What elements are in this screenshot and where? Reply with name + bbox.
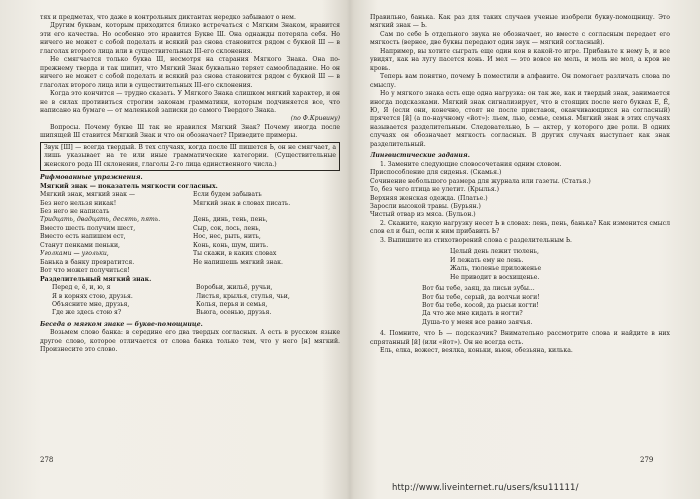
task: 1. Замените следующие словосочетания одним словом.: [380, 160, 562, 168]
verse-line: Да что же мне кидать в ногти?: [422, 310, 523, 318]
questions: Вопросы. Почему букве Ш так не нравился Мягкий Знак? Почему иногда после шипящей Ш ставится Мягкий Знак и что он обозначает? Приведите примеры.: [40, 123, 340, 140]
verse-line: Конь, конь, шум, шить.: [193, 241, 269, 249]
rhyme-left-column: [40, 191, 187, 276]
verse-line: Уголками — угольки,: [40, 250, 109, 258]
paragraph: Когда это кончится — трудно сказать. У Мягкого Знака слишком мягкий характер, и он не в силах противиться строгим законам грамматики, которым подчиняется все, что написано на бумаге — от маленькой записки до самого Твердого Знака.: [40, 90, 340, 114]
signature: (по Ф.Кривину): [290, 115, 340, 123]
verse-line: Перед е, ё, и, ю, я: [52, 284, 111, 292]
verse-line: Колья, перья и семья,: [196, 300, 268, 308]
verse-line: Без него не написать: [40, 207, 110, 215]
word-list: Ель, елка, вожест, веялка, коньки, вьюн, обезьяна, килька.: [380, 347, 573, 355]
task-line: Заросли высокой травы. (Бурьян.): [370, 202, 481, 210]
verse-line: Листья, крылья, стулья, чьи,: [196, 292, 290, 300]
verse-line: Не приводит в восхищенье.: [450, 273, 540, 281]
verse-line: Мягкий знак, мягкий знак —: [40, 191, 136, 199]
verse-line: Целый день лежит тюлень,: [450, 248, 539, 256]
verse-line: Душа-то у меня все равно заячья.: [422, 318, 533, 326]
verse-line: И лежать ему не лень.: [450, 256, 524, 264]
verse-line: Нос, нес, рыть, нить,: [193, 233, 261, 241]
section-heading: Лингвистические задания.: [370, 152, 470, 160]
rhyme-right-column: [193, 191, 340, 276]
verse-line: Вьюга, осенью, друзья.: [196, 309, 272, 317]
left-page: [40, 14, 340, 484]
section-subheading: Мягкий знак — показатель мягкости согласных.: [40, 182, 218, 190]
verse-line: Банька в банку превратится.: [40, 258, 135, 266]
verse-line: День, динь, тень, пень,: [193, 216, 268, 224]
verse-line: Ты скажи, в каких словах: [193, 250, 277, 258]
verse-line: Вместо шесть получим шест,: [40, 224, 136, 232]
paragraph: Правильно, банька. Как раз для таких случаев ученые изобрели букву-помощницу. Это мягкий знак — Ь.: [370, 14, 670, 30]
verse-line: Сыр, сок, лось, лень,: [193, 224, 261, 232]
task-line: Чистый отвар из мяса. (Бульон.): [370, 211, 476, 219]
verse-line: [193, 208, 340, 216]
verse-line: Вот что может получиться!: [40, 267, 130, 275]
task: 4. Помните, что Ь — подсказчик? Внимательно рассмотрите слова и найдите в них спрятанный [й] (или «йот»). Он не всегда есть.: [370, 330, 670, 346]
verse-line: Без него нельзя никак!: [40, 199, 117, 207]
paragraph: Например, вы хотите сыграть еще один кон в какой-то игре. Прибавьте к нему Ь, и все увидят, как на лугу пасется конь. И мел — это вовсе не мель, и моль не мол, а кров не кровь.: [370, 47, 670, 72]
section-heading: Рифмованные упражнения.: [40, 174, 143, 182]
paragraph: Возьмем слово банка: в середине его два твердых согласных. А есть в русском языке другое слово, которое отличается от слова банка только тем, что у него [н] мягкий. Произнесите это слово.: [40, 329, 340, 354]
verse-line: Мягкий знак в словах писать.: [193, 199, 291, 207]
task: 3. Выпишите из стихотворений слова с разделительным Ь.: [380, 236, 572, 244]
paragraph: Сам по себе Ь отдельного звука не обозначает, но вместе с согласным передает его мягкость (вернее, две буквы передают один звук — мягкий согласный).: [370, 30, 670, 47]
task-line: Приспособление для сиденья. (Скамья.): [370, 169, 502, 177]
verse-line: Если будем забывать: [193, 191, 262, 199]
verse-line: Воробьи, жильё, ручьи,: [196, 284, 273, 292]
right-page: [370, 14, 670, 484]
verse-line: Вот бы тебе, заяц, да лисьи зубы...: [422, 285, 535, 293]
separator-rhyme-block: [40, 284, 340, 318]
page-number: 279: [640, 456, 654, 464]
verse-line: Вот бы тебе, косой, да рысьи когти!: [422, 301, 539, 309]
verse-line: Тридцать, двадцать, десять, пять.: [40, 216, 161, 224]
verse-line: Не напишешь мягкий знак.: [193, 258, 283, 266]
paragraph: Но у мягкого знака есть еще одна нагрузка: он так же, как и твердый знак, занимается иногда подсказками. Мягкий знак сигнализирует, что в стоящих после него буквах Е, Ё, Ю, Я (если они, конечно, стоят не после приставок, оканчивающихся на согласный) прячется [й] (а по-научному «йот»): льем, лью, семье, семья. Мягкий знак в этих случаях называется разделительным. Следовательно, Ь — актер, у которого две роли. В одних случаях он обозначает мягкость согласных. В других случаях выступает как знак разделительный.: [370, 90, 670, 148]
section-heading: Беседа о мягком знаке — букве-помощнице.: [40, 320, 203, 328]
verse-line: Вместо есть напишем ест,: [40, 233, 126, 241]
paragraph: Не смягчается только буква Ш, несмотря на старания Мягкого Знака. Она по-прежнему тверда и так шипит, что Мягкий Знак буквально теряет самообладание. Но он ничего не может с собой поделать и всякий раз снова становится рядом с буквой Ш — в глаголах второго лица или в существительных III-его склонения.: [40, 56, 340, 89]
verse-line: Станут пенками пеньки,: [40, 241, 120, 249]
verse-line: Вот бы тебе, серый, да волчьи ноги!: [422, 293, 540, 301]
paragraph: Теперь вам понятно, почему Ь поместили в алфавите. Он помогает различать слова по смыслу.: [370, 73, 670, 89]
verse-line: Где же здесь стою я?: [52, 309, 122, 317]
watermark-url[interactable]: http://www.liveinternet.ru/users/ksu11111/: [392, 483, 579, 493]
task-line: То, без чего птица не улетит. (Крылья.): [370, 186, 500, 194]
poem: [370, 285, 670, 327]
poem: [370, 248, 670, 282]
task: 2. Скажите, какую нагрузку несет Ь в словах: лень, пень, банька? Как изменится смысл слов ел и был, если к ним прибавить Ь?: [370, 219, 670, 236]
task-line: Верхняя женская одежда. (Платье.): [370, 194, 488, 202]
task-line: Сочинение небольшого размера для журнала или газеты. (Статья.): [370, 177, 591, 185]
separator-left-column: [40, 284, 196, 318]
rhyme-block: [40, 191, 340, 276]
verse-line: Жаль, тюленье приложенье: [450, 265, 542, 273]
paragraph: тях и предметах, что даже в контрольных диктантах нередко забывают о нем.: [40, 14, 296, 21]
separator-right-column: [196, 284, 340, 318]
paragraph: Другим буквам, которым приходится близко встречаться с Мягким Знаком, нравится эти его качества. Но особенно это нравится Букве Ш. Она однажды потеряла себя. Но ничего не может с собой поделать и всякий раз снова становится рядом с буквой Ш — в глаголах второго лица или в существительных III-его склонения.: [40, 22, 340, 55]
page-number: 278: [40, 456, 54, 464]
verse-line: Я в корнях стою, друзья.: [52, 292, 133, 300]
section-subheading: Разделительный мягкий знак.: [40, 275, 152, 283]
rule-box: Звук [Ш] — всегда твердый. В тех случаях, когда после Ш пишется Ь, он не смягчает, а лишь указывает на те или иные грамматические категории. (Существительные женского рода III склонения, глаголы 2-го лица единственного числа.): [40, 142, 340, 171]
verse-line: Объясните мне, друзья,: [52, 300, 130, 308]
